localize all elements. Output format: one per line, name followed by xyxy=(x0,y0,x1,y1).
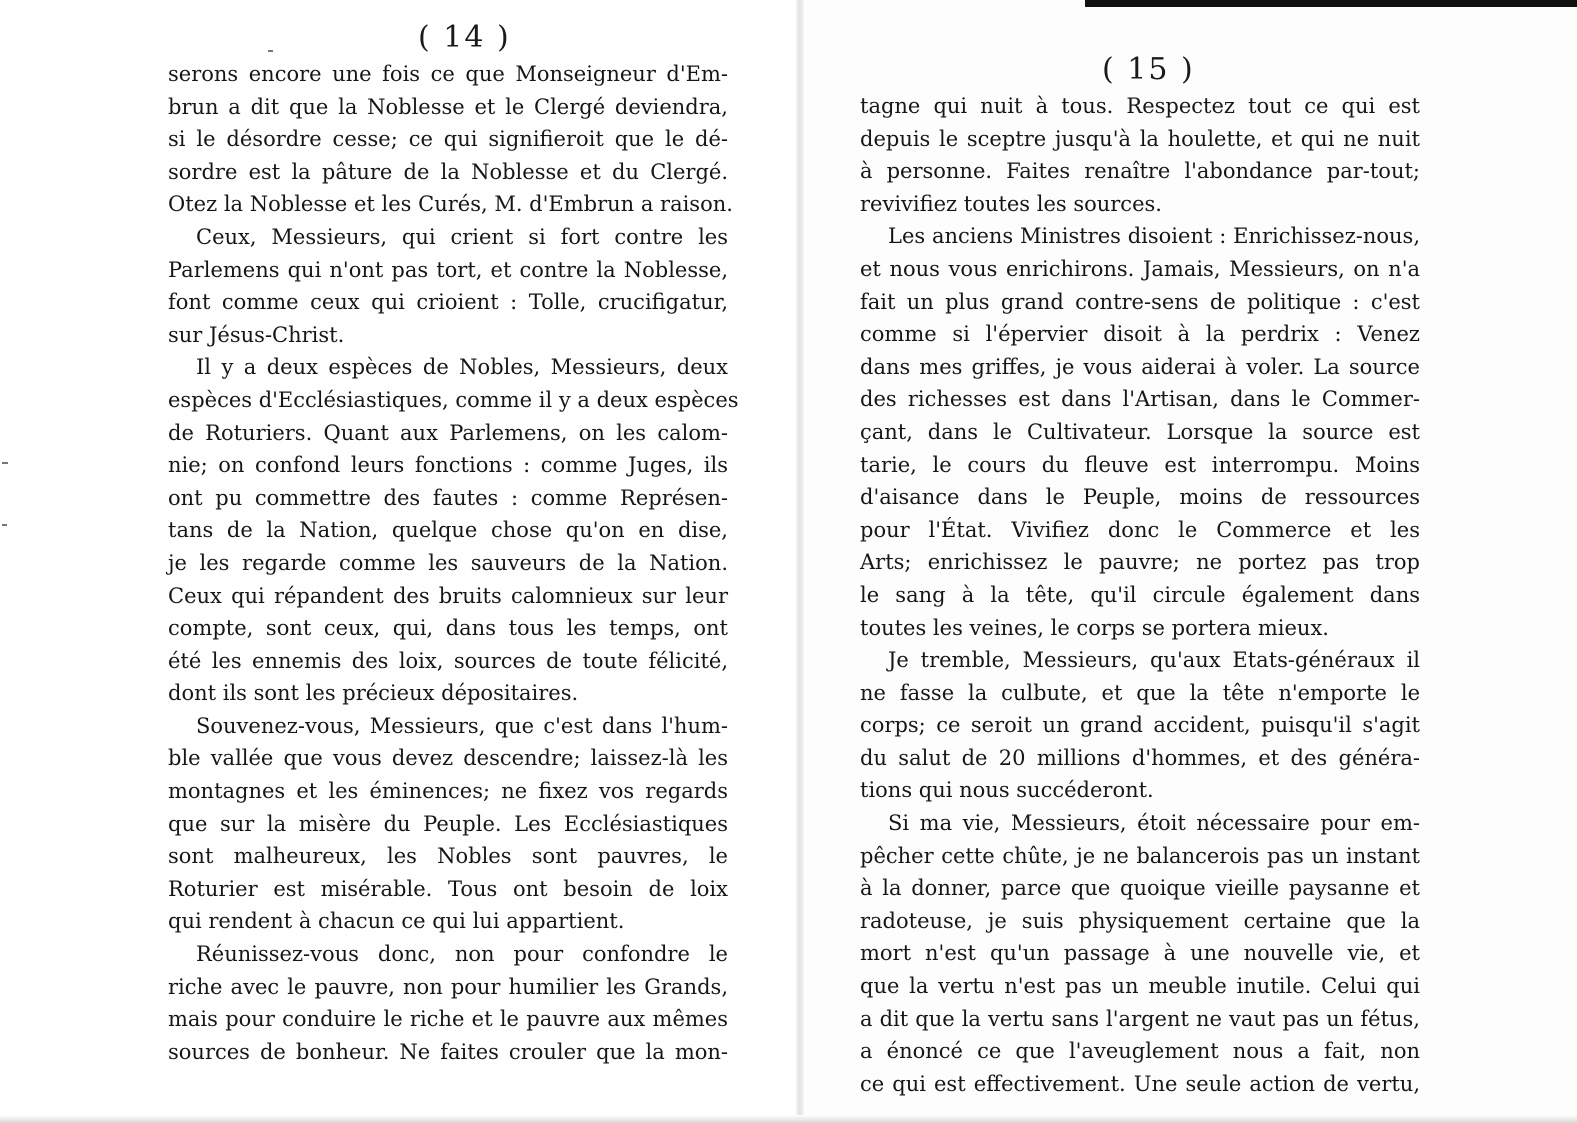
left-page-line: été les ennemis des loix, sources de toute félicité, xyxy=(168,648,728,673)
right-page-line: a dit que la vertu sans l'argent ne vaut pas un fétus, xyxy=(860,1006,1420,1031)
left-page-line: sont malheureux, les Nobles sont pauvres, le xyxy=(168,844,728,869)
left-page-line: nie; on confond leurs fonctions : comme Juges, ils xyxy=(168,453,728,478)
left-page-line: montagnes et les éminences; ne fixez vos regards xyxy=(168,779,728,804)
right-page-line: fait un plus grand contre-sens de politique : c'est xyxy=(860,289,1420,314)
left-page-line: de Roturiers. Quant aux Parlemens, on les calom- xyxy=(168,420,728,445)
right-page-line: pour l'État. Vivifiez donc le Commerce et les xyxy=(860,517,1420,542)
left-page-line: espèces d'Ecclésiastiques, comme il y a deux espèces xyxy=(168,387,739,412)
left-page-line: je les regarde comme les sauveurs de la Nation. xyxy=(168,550,728,575)
right-page-line: Je tremble, Messieurs, qu'aux Etats-généraux il xyxy=(888,648,1420,673)
left-page-line: mais pour conduire le riche et le pauvre aux mêmes xyxy=(168,1007,728,1032)
right-page-line: Arts; enrichissez le pauvre; ne portez pas trop xyxy=(860,550,1420,575)
left-page-line: sordre est la pâture de la Noblesse et du Clergé. xyxy=(168,159,728,184)
left-page-line: ble vallée que vous devez descendre; laissez-là les xyxy=(168,746,728,771)
left-page-line: Souvenez-vous, Messieurs, que c'est dans l'hum- xyxy=(196,713,728,738)
right-page-line: à personne. Faites renaître l'abondance par-tout; xyxy=(860,159,1420,184)
right-page-line: pêcher cette chûte, je ne balancerois pas un instant xyxy=(860,843,1420,868)
left-page-line: si le désordre cesse; ce qui signifieroit que le dé- xyxy=(168,127,728,152)
scan-speck xyxy=(268,50,273,52)
left-page-text xyxy=(168,58,739,1068)
right-page-line: tagne qui nuit à tous. Respectez tout ce qui est xyxy=(860,94,1420,118)
left-page-line: Ceux, Messieurs, qui crient si fort contre les xyxy=(196,224,728,249)
right-page-line: mort n'est qu'un passage à une nouvelle vie, et xyxy=(860,941,1420,966)
right-page-line: radoteuse, je suis physiquement certaine que la xyxy=(860,908,1420,933)
scan-speck xyxy=(2,462,8,464)
left-page-line: Ceux qui répandent des bruits calomnieux sur leur xyxy=(168,583,728,608)
left-page-line: qui rendent à chacun ce qui lui appartient. xyxy=(168,909,625,934)
right-page-line: ne fasse la culbute, et que la tête n'emporte le xyxy=(860,680,1420,705)
page-number-left: ( 14 ) xyxy=(418,20,511,55)
right-page-line: çant, dans le Cultivateur. Lorsque la source est xyxy=(860,419,1420,444)
left-page-line: ont pu commettre des fautes : comme Représen- xyxy=(168,485,728,510)
scan-edge-bar xyxy=(1085,0,1577,7)
right-page-line: le sang à la tête, qu'il circule également dans xyxy=(860,582,1420,607)
left-page-line: riche avec le pauvre, non pour humilier les Grands, xyxy=(168,974,728,999)
right-page-line: à la donner, parce que quoique vieille paysanne et xyxy=(860,876,1420,901)
right-page-line: que la vertu n'est pas un meuble inutile. Celui qui xyxy=(860,974,1420,999)
left-page-line: dont ils sont les précieux dépositaires. xyxy=(168,681,579,706)
right-page-line: ce qui est effectivement. Une seule action de vertu, xyxy=(860,1071,1420,1096)
right-page-line: comme si l'épervier disoit à la perdrix : Venez xyxy=(860,322,1420,347)
right-page-line: d'aisance dans le Peuple, moins de ressources xyxy=(860,485,1420,510)
left-page-line: Réunissez-vous donc, non pour confondre le xyxy=(196,942,728,967)
left-page-line: sur Jésus-Christ. xyxy=(168,322,345,347)
right-page-line: et nous vous enrichirons. Jamais, Messieurs, on n'a xyxy=(860,256,1420,281)
left-page-line: compte, sont ceux, qui, dans tous les temps, ont xyxy=(168,616,728,641)
book-gutter xyxy=(796,0,804,1123)
left-page-line: Otez la Noblesse et les Curés, M. d'Embrun a raison. xyxy=(168,192,733,217)
right-page-line: Les anciens Ministres disoient : Enrichissez-nous, xyxy=(888,224,1420,249)
scan-bottom-edge xyxy=(0,1115,1577,1123)
right-page-text xyxy=(860,90,1420,1100)
right-page-line: du salut de 20 millions d'hommes, et des généra- xyxy=(860,745,1420,770)
left-page-line: font comme ceux qui crioient : Tolle, crucifigatur, xyxy=(168,290,728,315)
right-page-line: dans mes griffes, je vous aiderai à voler. La source xyxy=(860,354,1420,379)
right-page-line: depuis le sceptre jusqu'à la houlette, et qui ne nuit xyxy=(860,126,1420,151)
left-page-line: brun a dit que la Noblesse et le Clergé deviendra, xyxy=(168,94,728,119)
left-page-line: Parlemens qui n'ont pas tort, et contre la Noblesse, xyxy=(168,257,728,282)
left-page-line: que sur la misère du Peuple. Les Ecclésiastiques xyxy=(168,811,728,836)
right-page-line: toutes les veines, le corps se portera mieux. xyxy=(860,615,1329,640)
page-number-right: ( 15 ) xyxy=(1102,52,1195,87)
right-page-line: tions qui nous succéderont. xyxy=(860,778,1154,803)
left-page-line: Roturier est misérable. Tous ont besoin de loix xyxy=(168,876,728,901)
left-page-line: serons encore une fois ce que Monseigneur d'Em- xyxy=(168,62,728,86)
right-page-line: Si ma vie, Messieurs, étoit nécessaire pour em- xyxy=(888,811,1420,836)
right-page-line: des richesses est dans l'Artisan, dans le Commer- xyxy=(860,387,1420,412)
right-page-line: revivifiez toutes les sources. xyxy=(860,191,1162,216)
left-page-line: tans de la Nation, quelque chose qu'on en dise, xyxy=(168,518,728,543)
left-page-line: sources de bonheur. Ne faites crouler que la mon- xyxy=(168,1039,728,1064)
right-page-line: tarie, le cours du fleuve est interrompu. Moins xyxy=(860,452,1420,477)
scan-speck xyxy=(2,524,7,526)
left-page-line: Il y a deux espèces de Nobles, Messieurs, deux xyxy=(196,355,728,380)
right-page-line: a énoncé ce que l'aveuglement nous a fait, non xyxy=(860,1039,1420,1064)
right-page-line: corps; ce seroit un grand accident, puisqu'il s'agit xyxy=(860,713,1420,738)
